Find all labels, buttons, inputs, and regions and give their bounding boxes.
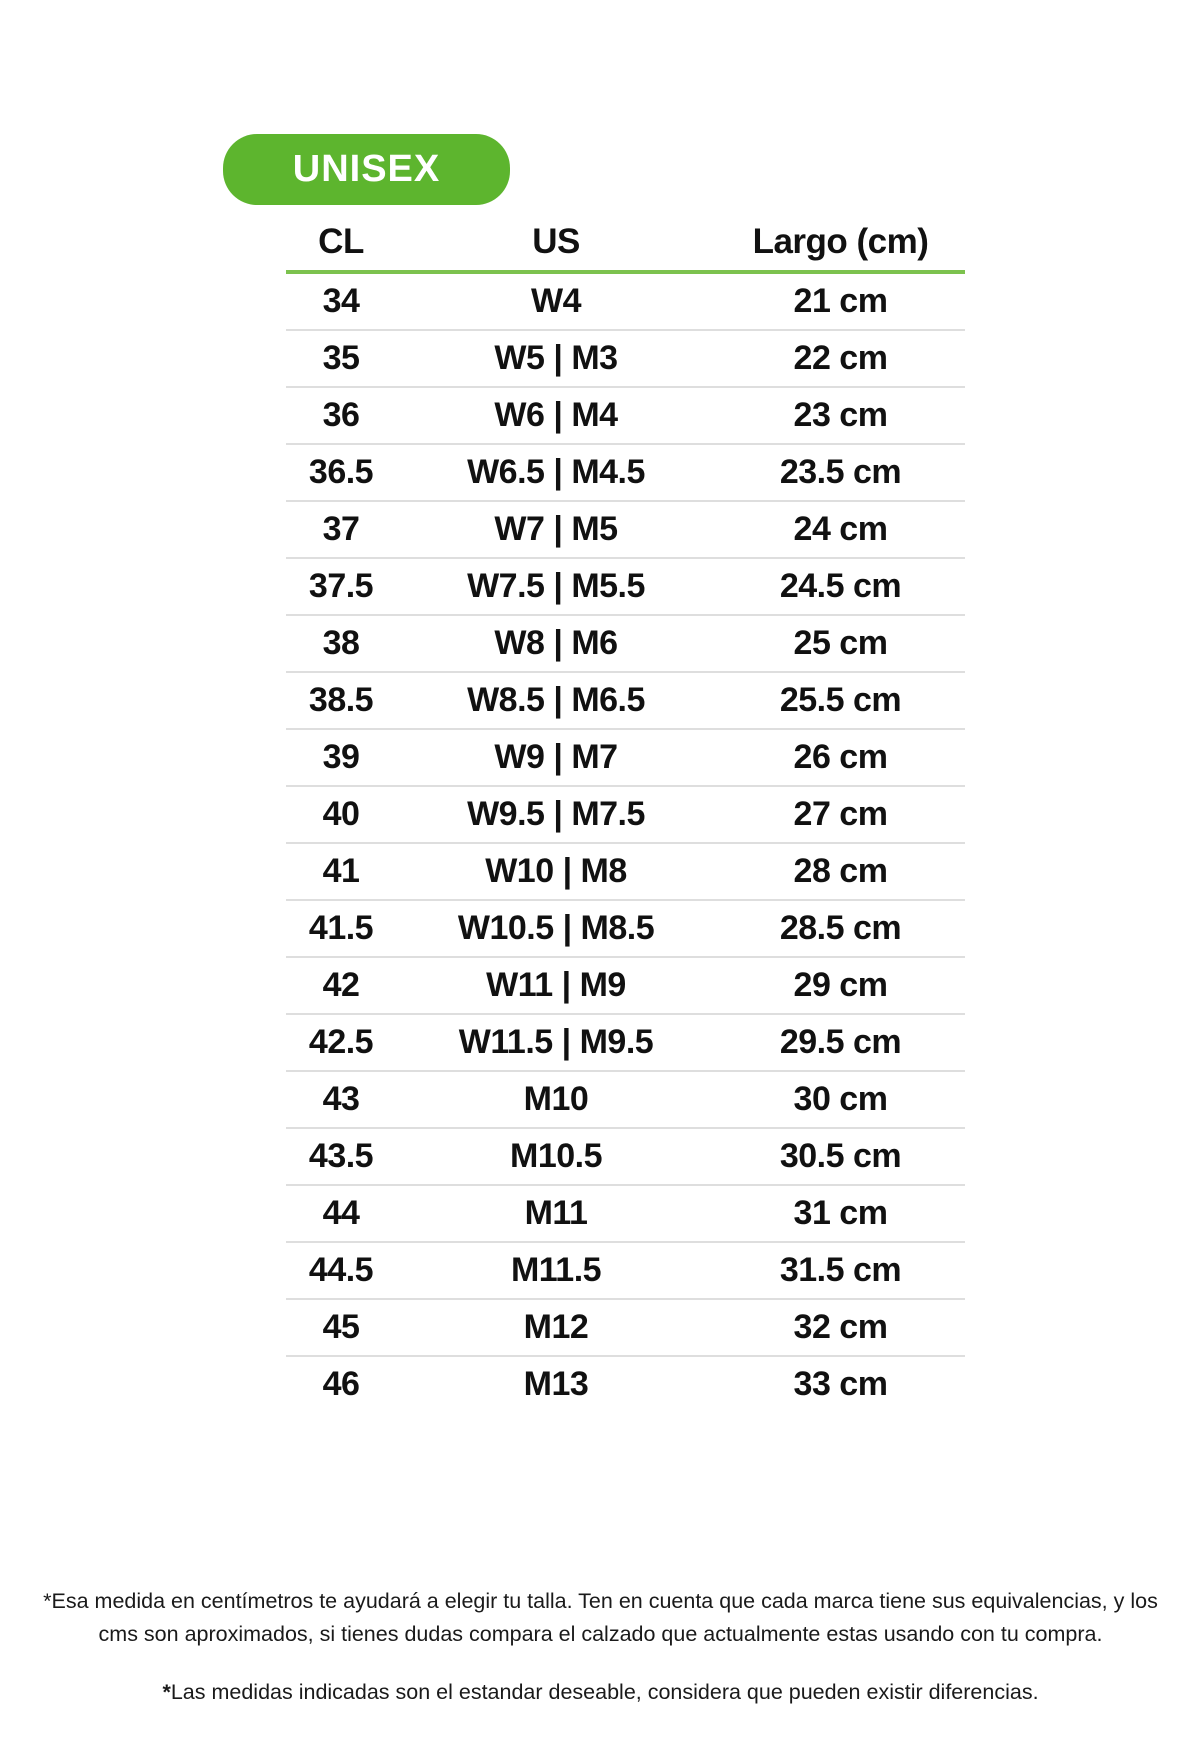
unisex-badge (223, 134, 510, 205)
cell-largo: 23 cm (793, 396, 888, 434)
cell-us: W8.5 | M6.5 (467, 681, 645, 719)
cell-largo: 31 cm (793, 1194, 888, 1232)
table-row (286, 1127, 965, 1184)
cell-largo: 23.5 cm (779, 453, 902, 491)
cell-us: M13 (523, 1365, 589, 1403)
cell-largo: 33 cm (793, 1365, 888, 1403)
cell-us: W10.5 | M8.5 (457, 909, 655, 947)
cell-us: W6 | M4 (494, 396, 618, 434)
cell-us: W11 | M9 (486, 966, 626, 1004)
cell-us: W9 | M7 (494, 738, 618, 776)
cell-cl: 43.5 (308, 1137, 374, 1175)
size-table-body (286, 274, 965, 1412)
cell-us: W8 | M6 (494, 624, 618, 662)
cell-cl: 41 (322, 852, 360, 890)
table-row (286, 274, 965, 329)
cell-cl: 44.5 (308, 1251, 374, 1289)
cell-largo: 24 cm (793, 510, 888, 548)
cell-cl: 46 (322, 1365, 360, 1403)
column-header-largo: Largo (cm) (752, 222, 929, 261)
table-row (286, 899, 965, 956)
cell-cl: 36 (322, 396, 360, 434)
cell-us: M11.5 (510, 1251, 602, 1289)
table-row (286, 443, 965, 500)
cell-us: W7 | M5 (494, 510, 618, 548)
cell-largo: 29.5 cm (779, 1023, 902, 1061)
cell-us: W9.5 | M7.5 (467, 795, 645, 833)
cell-largo: 26 cm (793, 738, 888, 776)
cell-cl: 42 (322, 966, 360, 1004)
cell-largo: 31.5 cm (779, 1251, 902, 1289)
table-row (286, 329, 965, 386)
table-row (286, 785, 965, 842)
cell-cl: 38 (322, 624, 360, 662)
size-conversion-table (286, 222, 965, 1412)
table-row (286, 671, 965, 728)
column-header-us: US (532, 222, 580, 261)
cell-largo: 28 cm (793, 852, 888, 890)
table-row (286, 1013, 965, 1070)
cell-cl: 44 (322, 1194, 360, 1232)
footnote-standard-disclaimer (0, 1680, 1201, 1705)
table-row (286, 728, 965, 785)
column-header-cl: CL (318, 222, 364, 261)
table-header-row (286, 222, 965, 274)
cell-cl: 40 (322, 795, 360, 833)
cell-cl: 34 (322, 282, 360, 320)
cell-cl: 37.5 (308, 567, 374, 605)
cell-us: M12 (523, 1308, 589, 1346)
cell-cl: 41.5 (308, 909, 374, 947)
cell-largo: 30 cm (793, 1080, 888, 1118)
cell-cl: 38.5 (308, 681, 374, 719)
cell-us: W6.5 | M4.5 (467, 453, 645, 491)
table-row (286, 614, 965, 671)
cell-us: W10 | M8 (485, 852, 627, 890)
cell-largo: 27 cm (793, 795, 888, 833)
cell-largo: 24.5 cm (779, 567, 902, 605)
table-row (286, 386, 965, 443)
table-row (286, 1184, 965, 1241)
cell-cl: 42.5 (308, 1023, 374, 1061)
cell-largo: 22 cm (793, 339, 888, 377)
cell-cl: 37 (322, 510, 360, 548)
cell-us: W11.5 | M9.5 (458, 1023, 654, 1061)
cell-largo: 28.5 cm (779, 909, 902, 947)
table-row (286, 1070, 965, 1127)
footnotes (0, 1585, 1201, 1726)
cell-cl: 36.5 (308, 453, 374, 491)
cell-largo: 30.5 cm (779, 1137, 902, 1175)
footnote-asterisk: * (162, 1679, 171, 1704)
table-row (286, 842, 965, 899)
cell-us: M10.5 (510, 1137, 602, 1175)
footnote-standard-disclaimer-text: Las medidas indicadas son el estandar deseable, considera que pueden existir diferencias. (170, 1679, 1039, 1704)
cell-us: W4 (531, 282, 581, 320)
cell-us: M10 (523, 1080, 589, 1118)
cell-us: M11 (524, 1194, 588, 1232)
cell-cl: 43 (322, 1080, 360, 1118)
unisex-badge-label: UNISEX (292, 148, 441, 190)
table-row (286, 500, 965, 557)
cell-us: W5 | M3 (494, 339, 618, 377)
cell-largo: 25.5 cm (779, 681, 902, 719)
cell-largo: 29 cm (793, 966, 888, 1004)
cell-largo: 32 cm (793, 1308, 888, 1346)
table-row (286, 956, 965, 1013)
cell-largo: 21 cm (793, 282, 888, 320)
cell-cl: 39 (322, 738, 360, 776)
table-row (286, 557, 965, 614)
table-row (286, 1241, 965, 1298)
table-row (286, 1355, 965, 1412)
cell-cl: 45 (322, 1308, 360, 1346)
cell-cl: 35 (322, 339, 360, 377)
cell-largo: 25 cm (793, 624, 888, 662)
cell-us: W7.5 | M5.5 (467, 567, 645, 605)
footnote-measure-help: *Esa medida en centímetros te ayudará a elegir tu talla. Ten en cuenta que cada marca tiene sus equivalencias, y los cms son aproximados, si tienes dudas compara el calzado que actualmente estas usando con tu compra. (43, 1589, 1158, 1647)
table-row (286, 1298, 965, 1355)
